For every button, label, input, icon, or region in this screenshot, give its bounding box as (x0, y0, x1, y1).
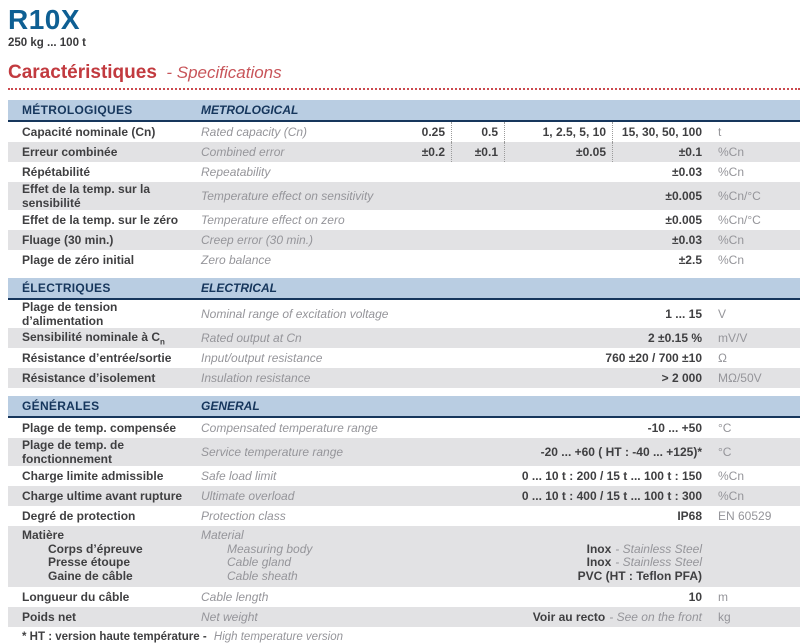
spec-row (8, 250, 800, 270)
row-unit: %Cn (718, 489, 745, 503)
row-label-en: Nominal range of excitation voltage (201, 307, 389, 321)
row-label-en: Combined error (201, 145, 285, 159)
row-label-fr: Charge limite admissible (22, 469, 164, 483)
product-capacity-range: 250 kg ... 100 t (8, 37, 86, 49)
row-unit: kg (718, 610, 731, 624)
section-header (8, 396, 800, 418)
row-label-en: Insulation resistance (201, 371, 311, 385)
section-electrical (8, 278, 800, 388)
spec-row (8, 122, 800, 142)
row-unit: %Cn/°C (718, 189, 761, 203)
row-label-en: Safe load limit (201, 469, 277, 483)
row-label-en: Rated output at Cn (201, 331, 302, 345)
row-label-fr: Plage de tension d’alimentation (22, 300, 118, 328)
row-value: 0 ... 10 t : 400 / 15 t ... 100 t : 300 (521, 489, 702, 503)
section-header-en: GENERAL (201, 399, 260, 413)
section-header (8, 278, 800, 300)
row-label-en: Service temperature range (201, 445, 344, 459)
row-label-fr: Erreur combinée (22, 145, 118, 159)
row-unit: EN 60529 (718, 509, 772, 523)
spec-table (8, 100, 800, 627)
row-label-en: Ultimate overload (201, 489, 295, 503)
row-label-fr: Degré de protection (22, 509, 136, 523)
row-unit: °C (718, 445, 732, 459)
spec-row (8, 368, 800, 388)
row-value: 760 ±20 / 700 ±10 (605, 351, 702, 365)
row-unit: °C (718, 421, 732, 435)
spec-row (8, 300, 800, 328)
row-value: ±0.03 (672, 165, 702, 179)
row-label-fr: Plage de temp. compensée (22, 421, 177, 435)
row-value: Inox - Stainless Steel Inox - Stainless Steel PVC (HT : Teflon PFA) (577, 541, 702, 583)
row-unit: %Cn (718, 233, 745, 247)
row-unit: MΩ/50V (718, 371, 762, 385)
row-value: ±0.005 (665, 213, 702, 227)
row-label-en: Material Measuring body Cable gland Cable sheath (201, 528, 313, 583)
row-label-fr: Matière Corps d’épreuve Presse étoupe Gaine de câble (22, 528, 143, 583)
row-label-fr: Charge ultime avant rupture (22, 489, 183, 503)
row-value: ±0.03 (672, 233, 702, 247)
section-header (8, 100, 800, 122)
row-label-fr: Résistance d’entrée/sortie (22, 351, 172, 365)
row-label-fr: Poids net (22, 610, 77, 624)
row-label-en: Temperature effect on zero (201, 213, 345, 227)
row-label-en: Net weight (201, 610, 258, 624)
row-value: 0 ... 10 t : 200 / 15 t ... 100 t : 150 (521, 469, 702, 483)
spec-row (8, 210, 800, 230)
spec-row (8, 587, 800, 607)
product-title: R10X (8, 4, 81, 35)
section-rows (8, 300, 800, 388)
spec-row (8, 506, 800, 526)
row-value: > 2 000 (661, 371, 702, 385)
row-value: ±0.2 ±0.1 ±0.05 ±0.1 (394, 142, 708, 162)
row-value: Voir au recto - See on the front (532, 610, 702, 624)
row-label-en: Rated capacity (Cn) (201, 125, 308, 139)
heading-english: - Specifications (166, 63, 282, 82)
section-metrological (8, 100, 800, 270)
heading-french: Caractéristiques (8, 62, 157, 83)
row-value: ±2.5 (678, 253, 702, 267)
row-label-fr: Effet de la temp. sur la sensibilité (22, 182, 151, 210)
spec-row (8, 607, 800, 627)
spec-row (8, 466, 800, 486)
section-header-fr: ÉLECTRIQUES (22, 281, 111, 295)
row-label-en: Cable length (201, 590, 269, 604)
spec-row (8, 438, 800, 466)
row-label-en: Input/output resistance (201, 351, 323, 365)
section-header-fr: MÉTROLOGIQUES (22, 103, 133, 117)
spec-row (8, 142, 800, 162)
row-value: -20 ... +60 ( HT : -40 ... +125)* (540, 445, 702, 459)
row-label-en: Creep error (30 min.) (201, 233, 314, 247)
row-value: -10 ... +50 (647, 421, 702, 435)
footnote-english: High temperature version (213, 631, 344, 643)
row-label-en: Protection class (201, 509, 286, 523)
row-label-en: Compensated temperature range (201, 421, 378, 435)
row-value: ±0.005 (665, 189, 702, 203)
row-label-en: Repeatability (201, 165, 271, 179)
row-unit: %Cn (718, 145, 745, 159)
row-value: IP68 (677, 509, 702, 523)
row-unit: Ω (718, 351, 727, 365)
footnote-french: * HT : version haute température - (22, 631, 207, 643)
row-label-fr: Fluage (30 min.) (22, 233, 114, 247)
row-label-fr: Résistance d’isolement (22, 371, 156, 385)
row-unit: t (718, 125, 722, 139)
row-label-fr: Répétabilité (22, 165, 91, 179)
row-label-fr: Plage de zéro initial (22, 253, 135, 267)
row-value: 10 (688, 590, 702, 604)
row-label-en: Temperature effect on sensitivity (201, 189, 374, 203)
row-value: 0.25 0.5 1, 2.5, 5, 10 15, 30, 50, 100 (394, 122, 708, 142)
spec-row (8, 182, 800, 210)
spec-row (8, 162, 800, 182)
row-unit: mV/V (718, 331, 748, 345)
spec-row (8, 486, 800, 506)
row-label-en: Zero balance (201, 253, 272, 267)
footnote (8, 631, 800, 643)
spec-row (8, 418, 800, 438)
row-label-fr: Plage de temp. de fonctionnement (22, 438, 125, 466)
spec-row-material (8, 526, 800, 587)
row-label-fr: Effet de la temp. sur le zéro (22, 213, 179, 227)
section-rows (8, 122, 800, 270)
row-label-fr: Capacité nominale (Cn) (22, 125, 156, 139)
spec-row (8, 230, 800, 250)
row-unit: m (718, 590, 728, 604)
row-label-fr: Sensibilité nominale à $C_n$ (22, 329, 165, 347)
spec-row (8, 328, 800, 348)
row-unit: %Cn/°C (718, 213, 761, 227)
section-rows (8, 418, 800, 627)
row-unit: %Cn (718, 469, 745, 483)
section-heading (8, 62, 800, 90)
row-value: 2 ±0.15 % (648, 331, 702, 345)
row-unit: %Cn (718, 165, 745, 179)
row-value: 1 ... 15 (665, 307, 702, 321)
section-header-en: ELECTRICAL (201, 281, 277, 295)
row-unit: %Cn (718, 253, 745, 267)
row-label-fr: Longueur du câble (22, 590, 130, 604)
spec-row (8, 348, 800, 368)
section-general (8, 396, 800, 627)
section-header-fr: GÉNÉRALES (22, 399, 100, 413)
section-header-en: METROLOGICAL (201, 103, 299, 117)
row-unit: V (718, 307, 727, 321)
